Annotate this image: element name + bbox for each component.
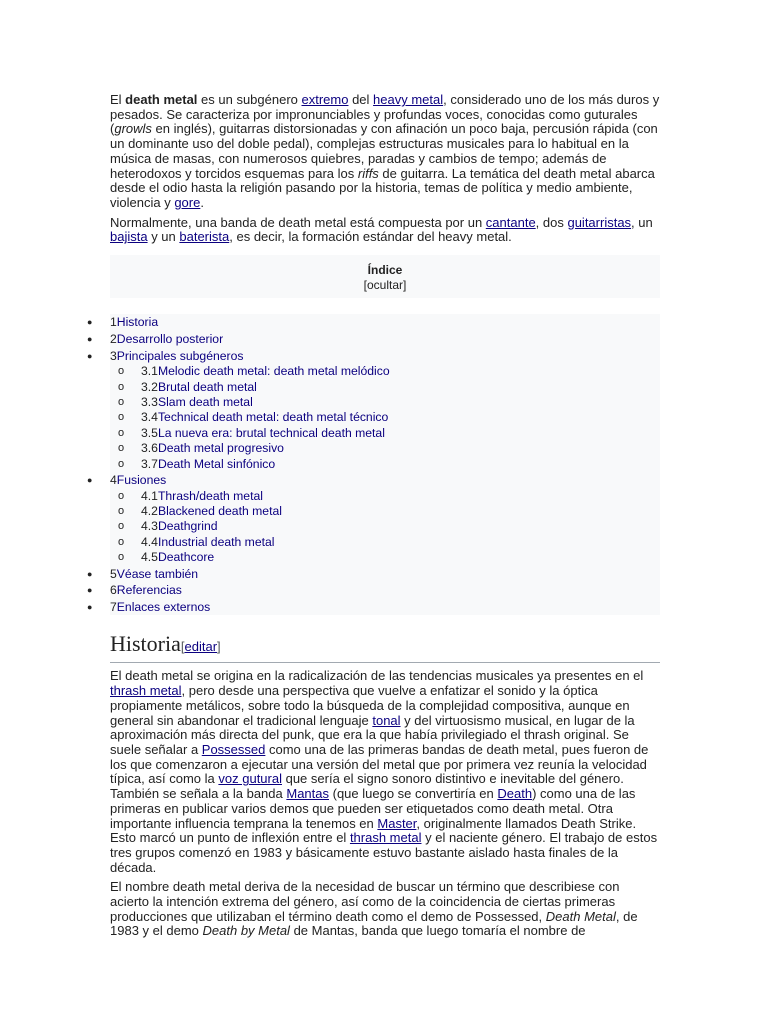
toc-subitem — [118, 364, 660, 379]
toc-item — [87, 472, 660, 566]
toc-number: 3.7 — [141, 456, 158, 471]
toc-link[interactable] — [141, 441, 284, 455]
link-thrash-metal[interactable]: thrash metal — [110, 683, 182, 699]
text: , un — [631, 214, 653, 230]
toc-subitem — [118, 441, 660, 456]
toc-text: Deathcore — [157, 550, 215, 565]
toc-number: 3.4 — [141, 410, 158, 425]
text: , es decir, la formación estándar del heavy metal. — [229, 229, 512, 245]
circle-bullet-icon: o — [118, 442, 125, 455]
text: de guitarra. La temática del death metal abarca desde el odio hasta la religión pasando por la historia, temas de política y medio ambiente, violencia y — [110, 165, 655, 210]
circle-bullet-icon: o — [118, 380, 125, 393]
toc-text: Deathgrind — [157, 519, 218, 534]
toc-number: 4.5 — [141, 550, 158, 565]
text: del — [348, 92, 374, 107]
circle-bullet-icon: o — [118, 535, 125, 548]
circle-bullet-icon: o — [118, 457, 125, 470]
toc-text: Véase también — [116, 566, 199, 581]
link-mantas[interactable]: Mantas — [286, 786, 329, 802]
text: y el naciente género. El trabajo de estos tres grupos comenzó en 1983 y básicamente estuvo bastante aislado hasta finales de la década. — [110, 830, 658, 875]
toc-text: Referencias — [116, 583, 182, 598]
text: que sería el signo sonoro distintivo e inevitable del género. También se señala a la banda — [110, 771, 624, 802]
toc-subitem — [118, 534, 660, 550]
toc-subitem — [118, 410, 660, 425]
toc-text: Blackened death metal — [157, 504, 282, 519]
toc-subitem — [118, 456, 660, 472]
toc-toggle-button[interactable]: [ocultar] — [363, 277, 407, 292]
toc-subitem — [118, 425, 660, 441]
toc-link[interactable] — [110, 349, 243, 363]
toc-link[interactable] — [141, 380, 257, 394]
bullet-icon: ● — [87, 350, 93, 361]
text: ) como una de las primeras en publicar varios demos que pueden ser etiquetados como death metal. Otra importante influencia temprana la tenemos en — [110, 786, 636, 831]
bold-term: death metal — [125, 92, 198, 107]
toc-subitem — [118, 488, 660, 504]
italic-term: growls — [114, 121, 152, 137]
circle-bullet-icon: o — [118, 520, 125, 533]
toc-subitem — [118, 379, 660, 395]
toc-number: 3 — [110, 348, 117, 363]
text: El — [110, 92, 126, 107]
bullet-icon: ● — [87, 317, 93, 328]
bracket: ] — [217, 639, 221, 655]
toc-text: Fusiones — [116, 473, 167, 488]
toc-link[interactable] — [141, 395, 253, 409]
toc-text: Technical death metal: death metal técnico — [157, 410, 389, 425]
text: El death metal se origina en la radicalización de las tendencias musicales ya presentes en el — [110, 668, 644, 684]
text: y un — [147, 229, 180, 245]
italic-term: riffs — [357, 165, 379, 181]
circle-bullet-icon: o — [118, 489, 125, 502]
heading-text: Historia — [110, 631, 181, 657]
link-tonal[interactable]: tonal — [372, 712, 401, 728]
edit-link[interactable]: editar — [184, 639, 218, 655]
toc-link[interactable] — [141, 426, 385, 440]
toc-number: 2 — [110, 332, 117, 347]
toc-text: Melodic death metal: death metal melódico — [157, 364, 390, 379]
toc-list — [87, 314, 660, 615]
circle-bullet-icon: o — [118, 365, 125, 378]
toc-number: 4 — [110, 473, 117, 488]
toc-link[interactable] — [110, 600, 210, 614]
toc-title: Índice — [367, 263, 403, 278]
text: , originalmente llamados Death Strike. Esto marcó un punto de inflexión entre el — [110, 815, 637, 846]
toc-item — [87, 599, 660, 616]
toc-text: Death Metal sinfónico — [157, 456, 276, 471]
toc-number: 3.2 — [141, 379, 158, 394]
toc-link[interactable] — [141, 519, 218, 533]
circle-bullet-icon: o — [118, 505, 125, 518]
text: como una de las primeras bandas de death metal, pues fueron de los que comenzaron a ejecutar una versión del metal que por primera vez reunía la velocidad típica, así como la — [110, 741, 649, 787]
link-gore[interactable]: gore — [174, 194, 201, 210]
link-cantante[interactable]: cantante — [485, 214, 536, 230]
toc-link[interactable] — [110, 583, 182, 597]
toc-link[interactable] — [110, 473, 166, 487]
italic-title: Death Metal — [545, 908, 616, 924]
toc-subitem — [118, 519, 660, 534]
intro-paragraph-1 — [110, 93, 660, 211]
toc-text: Enlaces externos — [116, 599, 211, 614]
text: de Mantas, banda que luego tomaría el nombre de — [289, 923, 586, 939]
text: , de 1983 y el demo — [110, 908, 638, 939]
bracket: [ — [180, 639, 185, 655]
toc-text: Historia — [116, 315, 159, 330]
toc-text: Desarrollo posterior — [116, 332, 224, 347]
text: , dos — [535, 214, 568, 230]
link-heavy-metal[interactable]: heavy metal — [373, 92, 444, 107]
circle-bullet-icon: o — [118, 411, 125, 424]
bullet-icon: ● — [87, 475, 93, 486]
link-extremo[interactable]: extremo — [301, 92, 349, 107]
toc-link[interactable] — [110, 315, 158, 329]
toc-text: Brutal death metal — [157, 379, 257, 394]
edit-section — [181, 639, 221, 654]
text: , considerado uno de los más duros y pesados. Se caracteriza por impronunciables y profundas voces, conocidas como guturales ( — [110, 92, 660, 137]
toc-subitem — [118, 395, 660, 410]
text: y del virtuosismo musical, en lugar de la aproximación más directa del punk, que era la que había privilegiado el thrash original. Se suele señalar a — [110, 712, 635, 757]
toc-number: 4.1 — [141, 488, 158, 503]
toc-item — [87, 314, 660, 331]
toc-text: Principales subgéneros — [116, 348, 244, 363]
text: , pero desde una perspectiva que vuelve a enfatizar el sonido y la óptica propiamente metálicos, sobre todo la búsqueda de la complejidad compositiva, aunque en general sin abandonar el tradicional lenguaje — [110, 683, 630, 728]
text: (que luego se convertiría en — [329, 786, 498, 802]
link-master[interactable]: Master — [377, 815, 417, 831]
toc-header — [110, 255, 660, 298]
link-baterista[interactable]: baterista — [179, 229, 230, 245]
toc-subitem — [118, 550, 660, 565]
link-voz-gutural[interactable]: voz gutural — [218, 771, 282, 787]
toc-text: La nueva era: brutal technical death metal — [157, 425, 385, 440]
bullet-icon: ● — [87, 585, 93, 596]
section-heading-historia — [110, 631, 660, 663]
toc-text: Thrash/death metal — [157, 488, 263, 503]
toc-number: 6 — [110, 583, 117, 598]
text: . — [200, 194, 204, 210]
toc-number: 1 — [110, 315, 117, 330]
bullet-icon: ● — [87, 568, 93, 579]
toc-number: 4.2 — [141, 504, 158, 519]
toc-link[interactable] — [141, 504, 282, 518]
toc-link[interactable] — [141, 489, 263, 503]
link-guitarristas[interactable]: guitarristas — [567, 214, 632, 230]
toc-item — [87, 348, 660, 472]
toc-item — [87, 331, 660, 348]
toc-link[interactable] — [141, 364, 390, 378]
toc-text: Slam death metal — [157, 395, 253, 410]
toc-number: 4.3 — [141, 519, 158, 534]
historia-paragraph-1 — [110, 669, 660, 875]
toc-text: Death metal progresivo — [157, 441, 284, 456]
toc-link[interactable] — [141, 457, 275, 471]
toc-number: 3.3 — [141, 395, 158, 410]
toc-link[interactable] — [141, 535, 274, 549]
toc-text: Industrial death metal — [157, 534, 275, 549]
bullet-icon: ● — [87, 334, 93, 345]
circle-bullet-icon: o — [118, 551, 125, 564]
link-bajista[interactable]: bajista — [110, 229, 148, 245]
toc-link[interactable] — [141, 410, 388, 424]
toc-number: 5 — [110, 566, 117, 581]
link-thrash-metal-2[interactable]: thrash metal — [349, 830, 422, 846]
circle-bullet-icon: o — [118, 396, 125, 409]
toc-number: 3.6 — [141, 441, 158, 456]
historia-paragraph-2 — [110, 880, 660, 939]
intro-paragraph-2 — [110, 216, 660, 245]
toc-item — [87, 582, 660, 599]
text: en inglés), guitarras distorsionadas y con afinación un poco baja, percusión rápida (con un dominante uso del doble pedal), complejas estructuras musicales para lo habitual en la música de masas, con numerosos quiebres, paradas y cambios de tempo; además de heterodoxos y torcidos esquemas para los — [110, 121, 658, 181]
circle-bullet-icon: o — [118, 426, 125, 439]
text: es un subgénero — [197, 92, 302, 107]
toc-link[interactable] — [141, 550, 214, 564]
toc-link[interactable] — [110, 332, 223, 346]
toc-number: 3.1 — [141, 364, 158, 379]
toc-number: 7 — [110, 599, 117, 614]
toc-number: 3.5 — [141, 425, 158, 440]
toc-number: 4.4 — [141, 534, 158, 549]
toc-sublist — [110, 489, 660, 566]
toc-link[interactable] — [110, 567, 198, 581]
article-content — [87, 92, 660, 944]
toc-subitem — [118, 504, 660, 519]
toc-item — [87, 566, 660, 583]
link-death[interactable]: Death — [497, 786, 533, 802]
bullet-icon: ● — [87, 601, 93, 612]
toc-sublist — [110, 364, 660, 472]
text: El nombre death metal deriva de la necesidad de buscar un término que describiese con acierto la intención extrema del género, así como de la coincidencia de ciertas primeras producciones que utilizaban el término death como el demo de Possessed, — [110, 879, 620, 924]
italic-title: Death by Metal — [202, 923, 290, 939]
text: Normalmente, una banda de death metal está compuesta por un — [110, 214, 486, 230]
link-possessed[interactable]: Possessed — [201, 741, 266, 757]
